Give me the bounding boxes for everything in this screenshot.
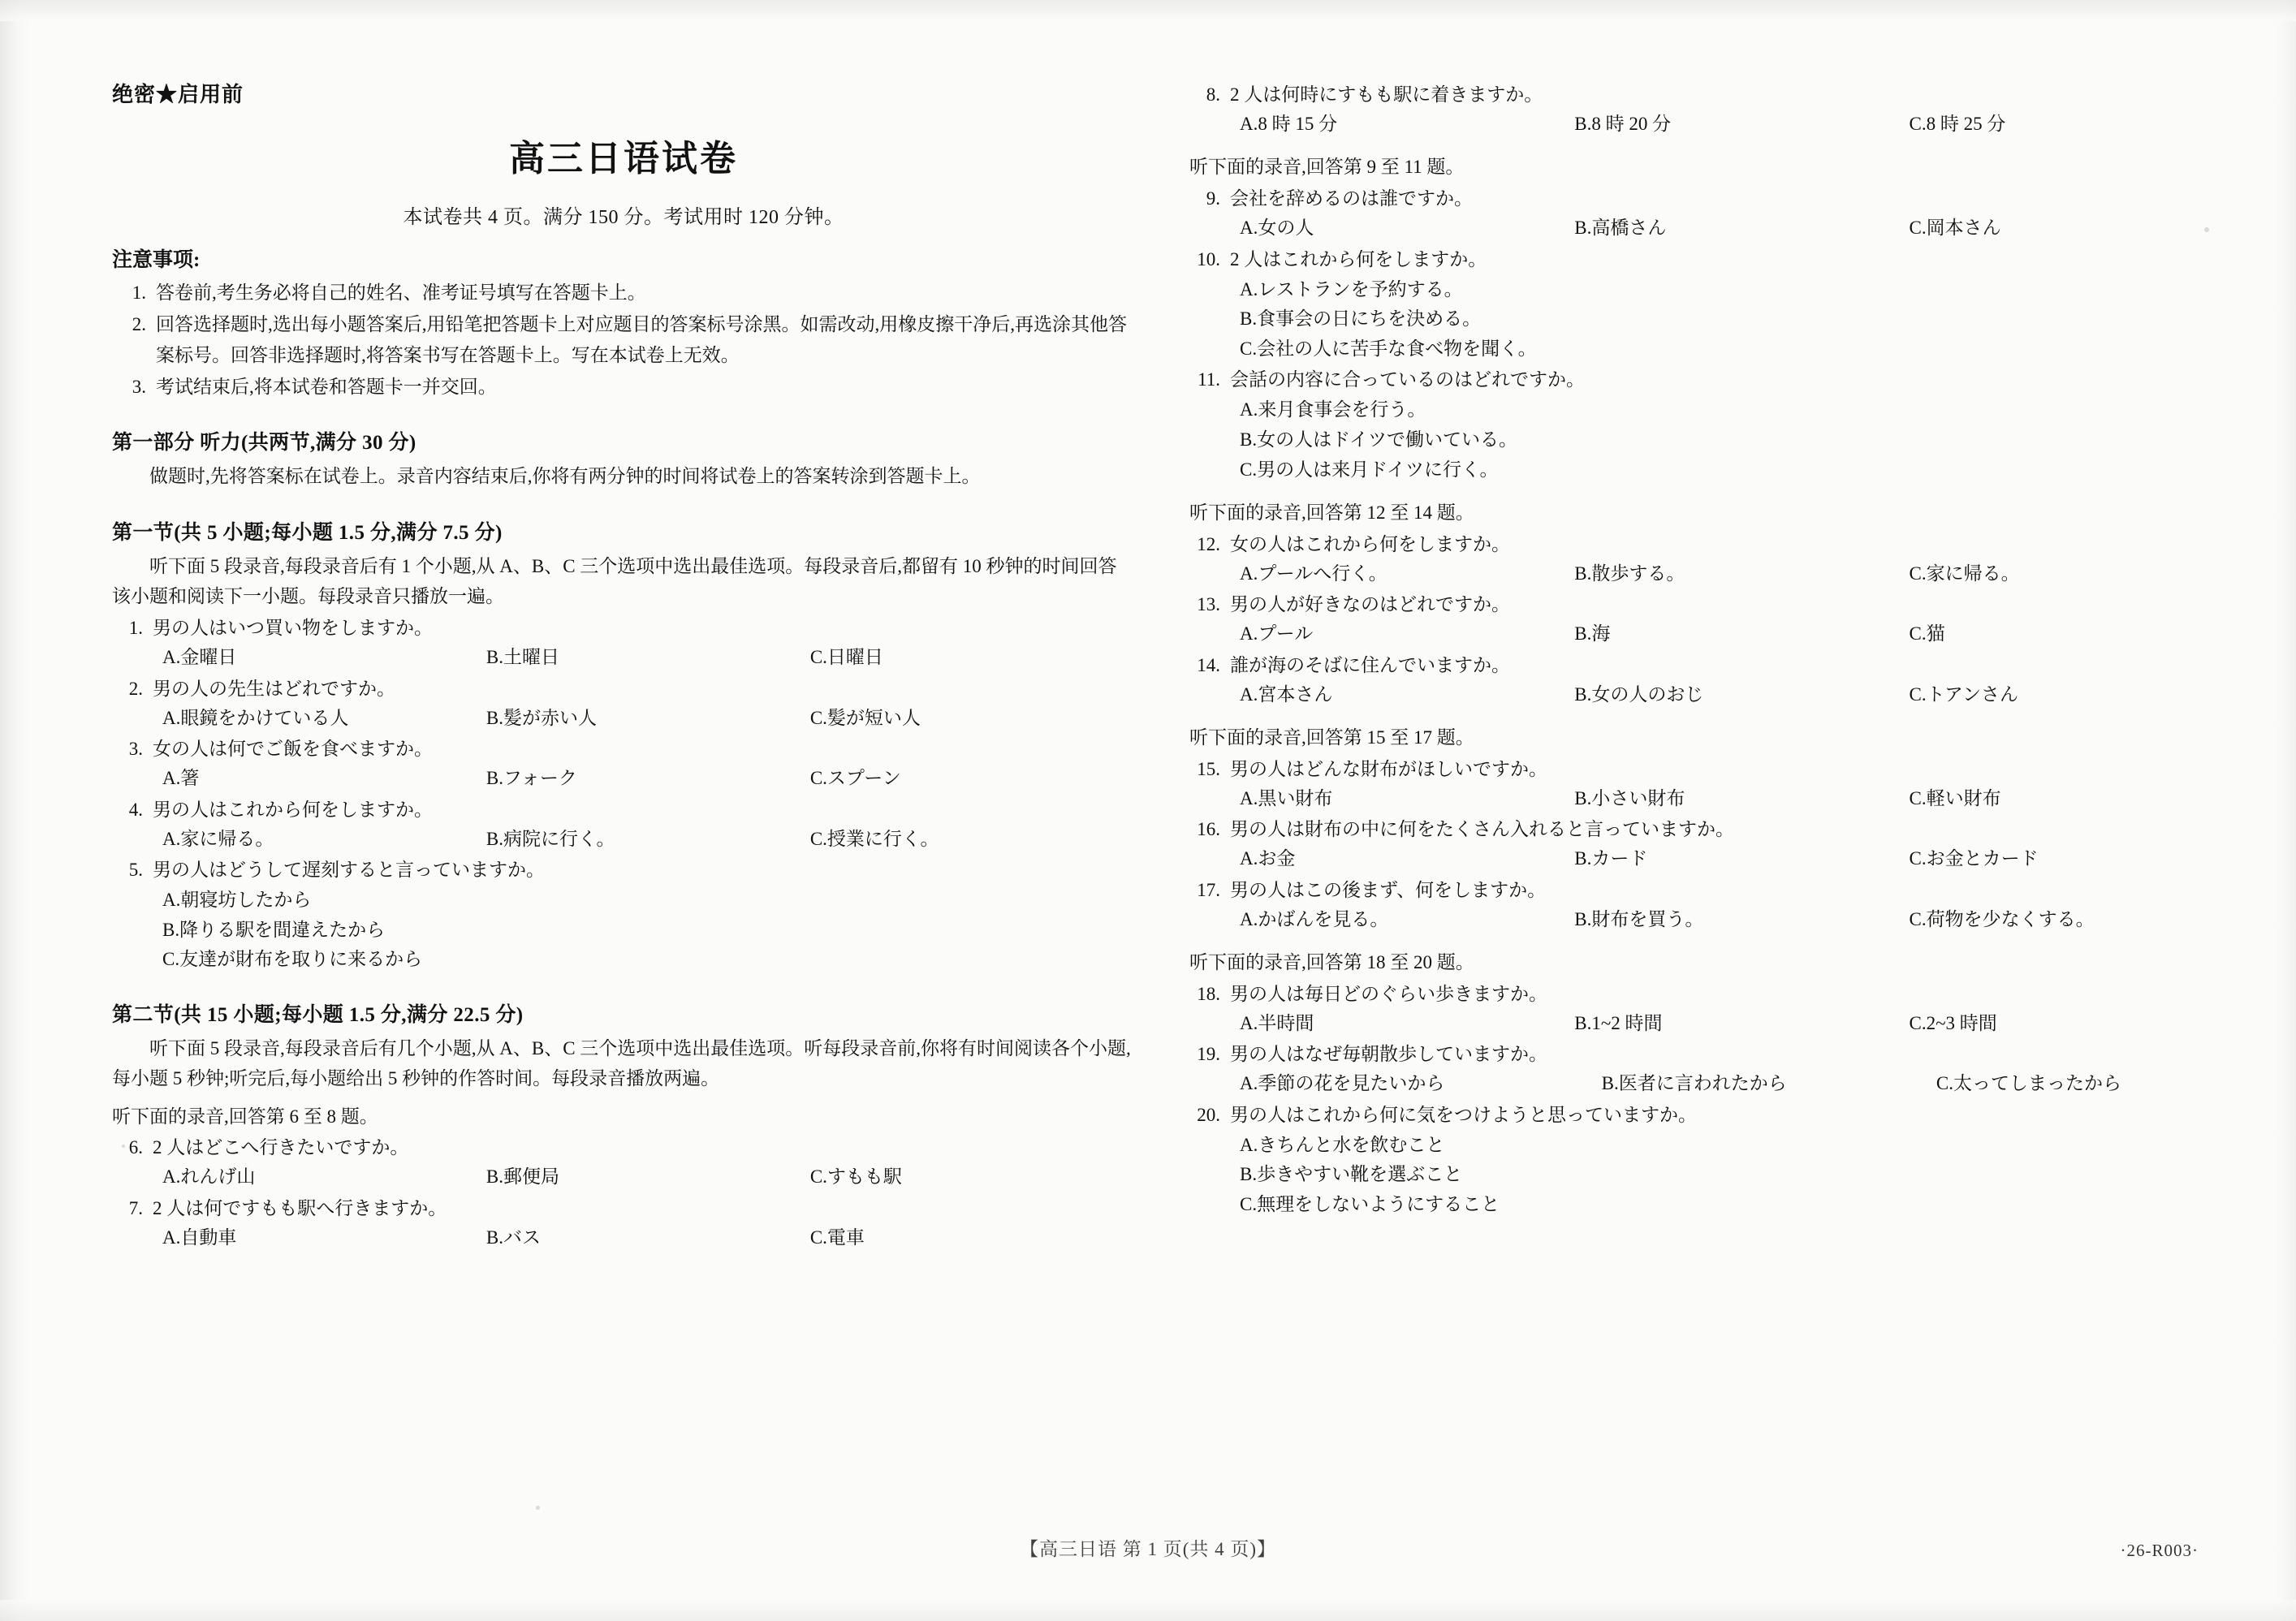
section-one-intro: 听下面 5 段录音,每段录音后有 1 个小题,从 A、B、C 三个选项中选出最佳选项。每段录音后,都留有 10 秒钟的时间回答该小题和阅读下一小题。每段录音只播放一遍。 — [112, 555, 1117, 606]
option-c[interactable]: C.太ってしまったから — [1936, 1073, 2122, 1094]
section-two-group-2-questions — [1189, 185, 2245, 484]
question-stem — [1189, 1102, 2245, 1130]
question-text: 男の人の先生はどれですか。 — [153, 678, 395, 699]
question-number: 6. — [128, 1137, 143, 1158]
notice-item-number: 2. — [132, 314, 146, 335]
scan-speck — [536, 1506, 540, 1510]
question-options — [112, 1224, 1135, 1252]
question-options — [1189, 620, 2245, 649]
notice-item-text: 答卷前,考生务必将自己的姓名、准考证号填写在答题卡上。 — [156, 282, 646, 303]
option-b[interactable]: B.散歩する。 — [1574, 563, 1685, 584]
option-c[interactable]: C.お金とカード — [1909, 848, 2039, 869]
question-stem — [112, 856, 1135, 885]
option-a[interactable]: A.自動車 — [162, 1227, 237, 1248]
option-a[interactable]: A.かばんを見る。 — [1240, 908, 1389, 929]
question-item — [112, 675, 1135, 732]
footer-paper-code: ·26-R003· — [2120, 1541, 2199, 1560]
question-number: 7. — [128, 1197, 143, 1218]
option-b[interactable]: B.郵便局 — [486, 1166, 560, 1188]
part-one-intro: 做题时,先将答案标在试卷上。录音内容结束后,你将有两分钟的时间将试卷上的答案转涂到答题卡上。 — [149, 466, 981, 486]
question-text: 女の人は何でご飯を食べますか。 — [153, 739, 433, 760]
question-options — [112, 644, 1135, 672]
question-stem — [1189, 81, 2245, 110]
left-column — [112, 78, 1135, 1252]
question-number: 15. — [1197, 758, 1220, 779]
option-c[interactable]: C.8 時 25 分 — [1909, 113, 2006, 134]
notice-list — [112, 278, 1135, 402]
question-options — [1189, 110, 2245, 139]
question-options — [1189, 1131, 2245, 1219]
option-c[interactable]: C.日曜日 — [809, 647, 883, 668]
question-stem — [1189, 877, 2245, 905]
option-c[interactable]: C.男の人は来月ドイツに行く。 — [1240, 459, 1499, 480]
option-b[interactable]: B.降りる駅を間違えたから — [162, 919, 386, 940]
option-a[interactable]: A.お金 — [1240, 848, 1296, 869]
option-b[interactable]: B.フォーク — [486, 768, 577, 789]
listening-group-note: 听下面的录音,回答第 9 至 11 题。 — [1189, 157, 1465, 178]
question-item — [1189, 366, 2245, 484]
notice-item-number: 1. — [132, 282, 146, 303]
question-stem — [1189, 816, 2245, 844]
notice-item — [112, 372, 1135, 402]
notice-item — [112, 278, 1135, 308]
listening-group-note: 听下面的录音,回答第 6 至 8 题。 — [112, 1106, 378, 1127]
listening-group-note: 听下面的录音,回答第 12 至 14 题。 — [1189, 502, 1474, 524]
question-number: 20. — [1197, 1104, 1220, 1125]
option-c[interactable]: C.友達が財布を取りに来るから — [162, 949, 423, 970]
option-a[interactable]: A.朝寝坊したから — [162, 890, 312, 911]
question-stem — [1189, 1041, 2245, 1069]
notice-item-text: 回答选择题时,选出每小题答案后,用铅笔把答题卡上对应题目的答案标号涂黑。如需改动,用橡皮擦干净后,再选涂其他答案标号。回答非选择题时,将答案书写在答题卡上。写在本试卷上无效。 — [156, 314, 1127, 365]
question-stem — [1189, 981, 2245, 1009]
question-stem — [1189, 246, 2245, 274]
option-c[interactable]: C.家に帰る。 — [1909, 563, 2020, 584]
option-b[interactable]: B.歩きやすい靴を選ぶこと — [1240, 1164, 1463, 1185]
question-item — [1189, 591, 2245, 648]
question-item — [1189, 981, 2245, 1037]
question-stem — [112, 675, 1135, 704]
question-options — [1189, 275, 2245, 364]
question-options — [112, 765, 1135, 793]
question-text: 男の人はいつ買い物をしますか。 — [153, 618, 433, 639]
question-number: 4. — [128, 799, 143, 820]
question-item — [112, 614, 1135, 671]
question-item — [112, 1195, 1135, 1252]
question-stem — [1189, 531, 2245, 559]
footer-page-label: 【高三日语 第 1 页(共 4 页)】 — [1019, 1539, 1277, 1559]
question-item — [112, 856, 1135, 974]
question-item — [112, 796, 1135, 853]
question-text: 男の人はなぜ毎朝散歩していますか。 — [1230, 1044, 1547, 1065]
question-text: 男の人はこれから何をしますか。 — [153, 799, 433, 820]
option-c[interactable]: C.無理をしないようにすること — [1240, 1194, 1500, 1215]
question-text: 女の人はこれから何をしますか。 — [1230, 533, 1510, 554]
option-c[interactable]: C.猫 — [1909, 623, 1945, 645]
question-options — [1189, 560, 2245, 588]
option-b[interactable]: B.財布を買う。 — [1574, 908, 1704, 929]
option-c[interactable]: C.軽い財布 — [1909, 787, 2001, 808]
scan-edge-left — [0, 0, 31, 1621]
question-text: 2 人は何ですもも駅へ行きますか。 — [153, 1197, 447, 1218]
section-two-group-1-continued — [1189, 81, 2245, 138]
option-c[interactable]: C.髪が短い人 — [809, 707, 921, 728]
question-item — [1189, 1102, 2245, 1219]
question-text: 男の人はどうして遅刻すると言っていますか。 — [153, 860, 545, 881]
question-text: 男の人が好きなのはどれですか。 — [1230, 594, 1510, 615]
option-c[interactable]: C.授業に行く。 — [809, 828, 939, 849]
option-b[interactable]: B.髪が赤い人 — [486, 707, 598, 728]
option-a[interactable]: A.女の人 — [1240, 218, 1314, 239]
option-a[interactable]: A.8 時 15 分 — [1240, 113, 1338, 134]
question-item — [1189, 81, 2245, 138]
question-number: 12. — [1197, 533, 1220, 554]
question-number: 1. — [128, 618, 143, 639]
question-options — [1189, 681, 2245, 709]
notice-item-number: 3. — [132, 376, 146, 397]
question-text: 男の人は財布の中に何をたくさん入れると言っていますか。 — [1230, 819, 1734, 840]
question-number: 11. — [1198, 369, 1220, 390]
notice-item-text: 考试结束后,将本试卷和答题卡一并交回。 — [156, 376, 497, 397]
notice-item — [112, 309, 1135, 370]
question-stem — [1189, 756, 2245, 784]
question-text: 男の人はこれから何に気をつけようと思っていますか。 — [1230, 1104, 1697, 1125]
option-a[interactable]: A.宮本さん — [1240, 683, 1333, 705]
question-stem — [1189, 591, 2245, 619]
question-options — [112, 1163, 1135, 1192]
question-stem — [1189, 652, 2245, 680]
scan-edge-top — [0, 0, 2296, 21]
right-column — [1189, 78, 2245, 1219]
question-text: 男の人はどんな財布がほしいですか。 — [1230, 758, 1547, 779]
option-b[interactable]: B.食事会の日にちを決める。 — [1240, 308, 1482, 330]
question-text: 2 人は何時にすもも駅に着きますか。 — [1230, 84, 1543, 105]
question-options — [1189, 395, 2245, 484]
option-a[interactable]: A.きちんと水を飲むこと — [1240, 1134, 1445, 1155]
question-number: 19. — [1197, 1044, 1220, 1065]
listening-group-note: 听下面的录音,回答第 18 至 20 题。 — [1189, 952, 1474, 973]
question-text: 会社を辞めるのは誰ですか。 — [1230, 188, 1473, 209]
option-c[interactable]: C.会社の人に苦手な食べ物を聞く。 — [1240, 338, 1537, 359]
question-stem — [112, 735, 1135, 764]
question-stem — [1189, 366, 2245, 394]
question-options — [112, 705, 1135, 733]
section-one-heading: 第一节(共 5 小题;每小题 1.5 分,满分 7.5 分) — [112, 521, 503, 544]
question-number: 16. — [1197, 819, 1220, 840]
section-two-intro: 听下面 5 段录音,每段录音后有几个小题,从 A、B、C 三个选项中选出最佳选项。听每段录音前,你将有时间阅读各个小题,每小题 5 秒钟;听完后,每小题给出 5 秒钟的作答时间。每段录音播放两遍。 — [112, 1038, 1131, 1089]
question-stem — [112, 614, 1135, 643]
section-two-group-5-questions — [1189, 981, 2245, 1219]
option-b[interactable]: B.海 — [1574, 623, 1611, 645]
question-number: 8. — [1206, 84, 1220, 105]
option-a[interactable]: A.プール — [1240, 623, 1314, 645]
option-b[interactable]: B.土曜日 — [486, 647, 560, 668]
option-b[interactable]: B.小さい財布 — [1574, 787, 1685, 808]
option-c[interactable]: C.岡本さん — [1909, 218, 2001, 239]
question-options — [1189, 1070, 2245, 1098]
option-b[interactable]: B.8 時 20 分 — [1574, 113, 1672, 134]
question-text: 2 人はどこへ行きたいですか。 — [153, 1137, 409, 1158]
option-c[interactable]: C.スプーン — [809, 768, 901, 789]
question-text: 男の人は毎日どのぐらい歩きますか。 — [1230, 983, 1547, 1004]
question-options — [112, 886, 1135, 974]
question-number: 13. — [1197, 594, 1220, 615]
question-number: 2. — [128, 678, 143, 699]
question-stem — [112, 1134, 1135, 1162]
question-item — [1189, 756, 2245, 813]
part-one-heading: 第一部分 听力(共两节,满分 30 分) — [112, 432, 416, 454]
question-options — [112, 826, 1135, 854]
secret-label: 绝密★启用前 — [112, 83, 244, 106]
option-b[interactable]: B.女の人のおじ — [1574, 683, 1704, 705]
option-b[interactable]: B.女の人はドイツで働いている。 — [1240, 429, 1517, 451]
question-item — [1189, 652, 2245, 709]
question-options — [1189, 906, 2245, 934]
option-c[interactable]: C.電車 — [809, 1227, 865, 1248]
option-b[interactable]: B.カード — [1574, 848, 1648, 869]
question-number: 17. — [1197, 879, 1220, 900]
notice-title: 注意事项: — [112, 249, 201, 271]
question-number: 10. — [1197, 248, 1220, 269]
question-options — [1189, 1010, 2245, 1038]
question-options — [1189, 845, 2245, 873]
section-two-group-1-questions — [112, 1134, 1135, 1252]
option-a[interactable]: A.来月食事会を行う。 — [1240, 399, 1426, 420]
option-a[interactable]: A.れんげ山 — [162, 1166, 256, 1188]
option-a[interactable]: A.半時間 — [1240, 1012, 1314, 1033]
option-c[interactable]: C.トアンさん — [1909, 683, 2018, 705]
option-a[interactable]: A.黒い財布 — [1240, 787, 1333, 808]
question-item — [1189, 246, 2245, 364]
question-item — [112, 735, 1135, 792]
question-number: 9. — [1206, 188, 1220, 209]
section-two-group-4-questions — [1189, 756, 2245, 933]
option-c[interactable]: C.すもも駅 — [809, 1166, 902, 1188]
question-stem — [112, 796, 1135, 825]
question-item — [1189, 1041, 2245, 1097]
question-item — [112, 1134, 1135, 1191]
option-a[interactable]: A.眼鏡をかけている人 — [162, 707, 349, 728]
section-one-questions — [112, 614, 1135, 974]
question-text: 2 人はこれから何をしますか。 — [1230, 248, 1487, 269]
question-item — [1189, 531, 2245, 588]
option-a[interactable]: A.プールへ行く。 — [1240, 563, 1388, 584]
option-b[interactable]: B.医者に言われたから — [1601, 1073, 1787, 1094]
listening-group-note: 听下面的录音,回答第 15 至 17 题。 — [1189, 727, 1474, 748]
question-number: 5. — [128, 860, 143, 881]
option-a[interactable]: A.箸 — [162, 768, 200, 789]
question-text: 男の人はこの後まず、何をしますか。 — [1230, 879, 1547, 900]
option-a[interactable]: A.家に帰る。 — [162, 828, 274, 849]
exam-subtitle: 本试卷共 4 页。满分 150 分。考试用时 120 分钟。 — [403, 207, 844, 228]
option-b[interactable]: B.1~2 時間 — [1574, 1012, 1663, 1033]
page-footer — [0, 1534, 2296, 1561]
option-c[interactable]: C.荷物を少なくする。 — [1909, 908, 2095, 929]
question-item — [1189, 816, 2245, 873]
section-two-heading: 第二节(共 15 小题;每小题 1.5 分,满分 22.5 分) — [112, 1004, 524, 1027]
option-a[interactable]: A.金曜日 — [162, 647, 237, 668]
option-a[interactable]: A.レストランを予約する。 — [1240, 278, 1463, 300]
option-b[interactable]: B.バス — [486, 1227, 542, 1248]
question-item — [1189, 185, 2245, 242]
option-b[interactable]: B.高橋さん — [1574, 218, 1667, 239]
question-text: 会話の内容に合っているのはどれですか。 — [1230, 369, 1585, 390]
section-two-group-3-questions — [1189, 531, 2245, 709]
option-c[interactable]: C.2~3 時間 — [1909, 1012, 1997, 1033]
question-number: 18. — [1197, 983, 1220, 1004]
option-b[interactable]: B.病院に行く。 — [486, 828, 615, 849]
scan-edge-right — [2272, 0, 2296, 1621]
question-stem — [112, 1195, 1135, 1223]
question-item — [1189, 877, 2245, 933]
question-number: 3. — [128, 739, 143, 760]
page-title: 高三日语试卷 — [509, 139, 738, 179]
question-text: 誰が海のそばに住んでいますか。 — [1230, 654, 1510, 675]
question-options — [1189, 214, 2245, 243]
question-stem — [1189, 185, 2245, 213]
option-a[interactable]: A.季節の花を見たいから — [1240, 1073, 1445, 1094]
scan-edge-bottom — [0, 1600, 2296, 1621]
question-number: 14. — [1197, 654, 1220, 675]
question-options — [1189, 785, 2245, 813]
